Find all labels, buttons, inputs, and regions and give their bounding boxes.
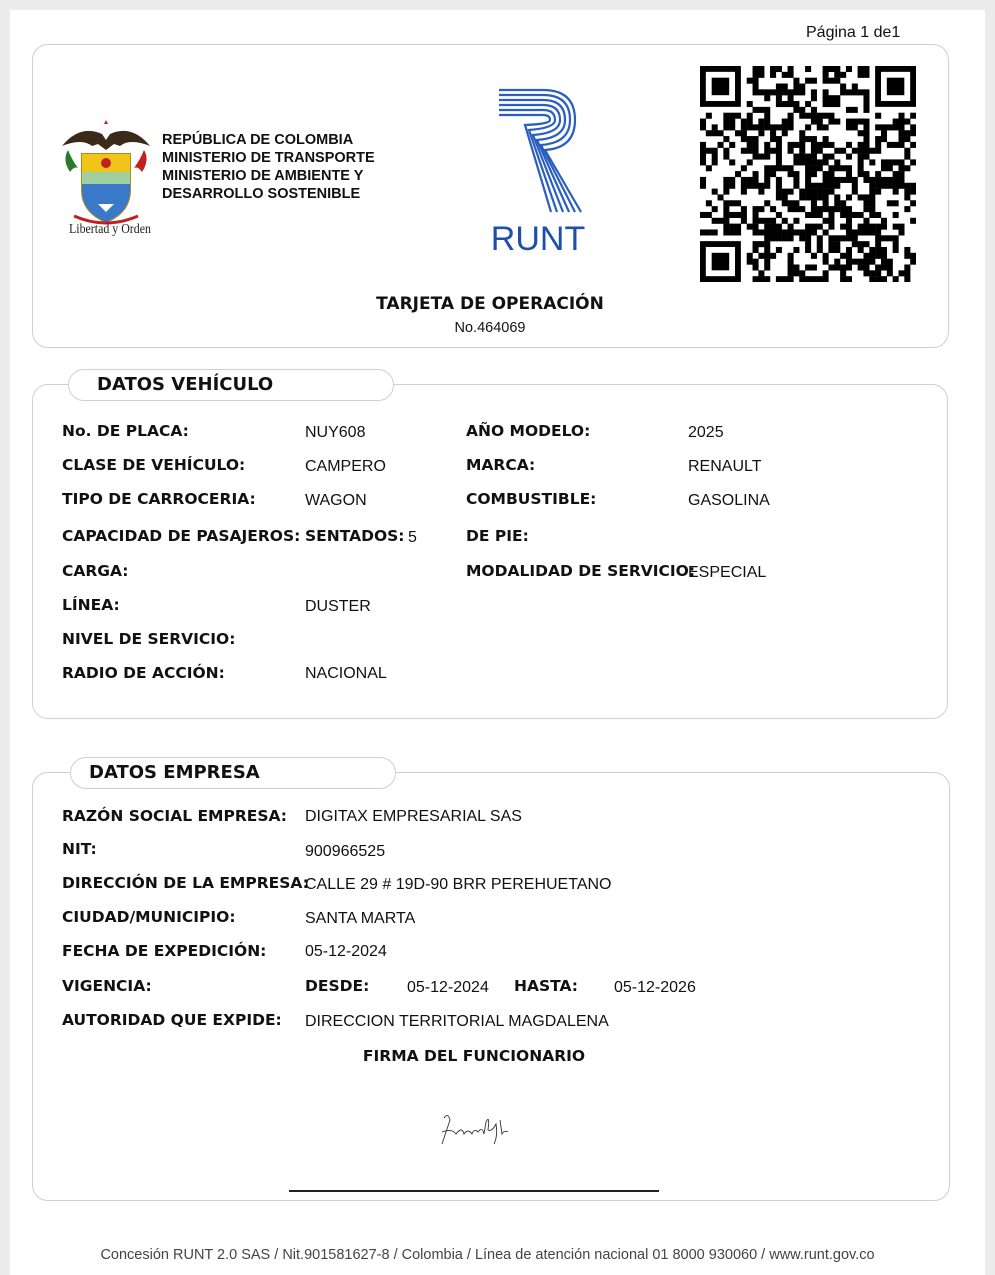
footer-text: Concesión RUNT 2.0 SAS / Nit.901581627-8 / Colombia / Línea de atención nacional 01 8000 930060 / www.runt.gov.co: [100, 1247, 875, 1263]
fecha-label: FECHA DE EXPEDICIÓN:: [62, 942, 267, 960]
linea-value: DUSTER: [305, 598, 371, 615]
hasta-label: HASTA:: [514, 977, 578, 995]
signature-line: [289, 1190, 659, 1192]
placa-label: No. DE PLACA:: [62, 422, 189, 440]
carga-label: CARGA:: [62, 562, 129, 580]
desde-value: 05-12-2024: [407, 979, 489, 996]
sentados-value: 5: [408, 529, 417, 546]
ministries-text: [162, 131, 375, 203]
empresa-section-title: DATOS EMPRESA: [70, 757, 396, 789]
modalidad-value: ESPECIAL: [688, 564, 767, 581]
radio-value: NACIONAL: [305, 665, 387, 682]
direccion-value: CALLE 29 # 19D-90 BRR PEREHUETANO: [305, 876, 612, 893]
ciudad-value: SANTA MARTA: [305, 910, 416, 927]
ciudad-label: CIUDAD/MUNICIPIO:: [62, 908, 236, 926]
nit-label: NIT:: [62, 840, 97, 858]
capacidad-label: CAPACIDAD DE PASAJEROS:: [62, 527, 301, 545]
carroceria-label: TIPO DE CARROCERIA:: [62, 490, 256, 508]
anio-label: AÑO MODELO:: [466, 422, 591, 440]
ministry-line: MINISTERIO DE TRANSPORTE: [162, 150, 375, 166]
anio-value: 2025: [688, 424, 724, 441]
firma-title: FIRMA DEL FUNCIONARIO: [362, 1047, 586, 1065]
runt-r-mark: [499, 90, 581, 212]
sentados-label: SENTADOS:: [305, 527, 405, 545]
ministry-line: MINISTERIO DE AMBIENTE Y: [162, 168, 364, 184]
coat-motto: Libertad y Orden: [69, 222, 151, 237]
desde-label: DESDE:: [305, 977, 370, 995]
radio-label: RADIO DE ACCIÓN:: [62, 664, 225, 682]
runt-logo-text: RUNT: [490, 220, 586, 256]
document-title: TARJETA DE OPERACIÓN: [376, 294, 604, 314]
hasta-value: 05-12-2026: [614, 979, 696, 996]
ministry-line: DESARROLLO SOSTENIBLE: [162, 186, 361, 202]
clase-value: CAMPERO: [305, 458, 386, 475]
razon-value: DIGITAX EMPRESARIAL SAS: [305, 808, 522, 825]
placa-value: NUY608: [305, 424, 366, 441]
autoridad-label: AUTORIDAD QUE EXPIDE:: [62, 1011, 282, 1029]
modalidad-label: MODALIDAD DE SERVICIO:: [466, 562, 696, 580]
fecha-value: 05-12-2024: [305, 943, 387, 960]
autoridad-value: DIRECCION TERRITORIAL MAGDALENA: [305, 1013, 609, 1030]
nit-value: 900966525: [305, 843, 386, 860]
vigencia-label: VIGENCIA:: [62, 977, 152, 995]
marca-value: RENAULT: [688, 458, 762, 475]
marca-label: MARCA:: [466, 456, 536, 474]
document-number: No.464069: [454, 320, 526, 336]
direccion-label: DIRECCIÓN DE LA EMPRESA:: [62, 874, 309, 892]
linea-label: LÍNEA:: [62, 596, 120, 614]
depie-label: DE PIE:: [466, 527, 529, 545]
combustible-label: COMBUSTIBLE:: [466, 490, 597, 508]
vehiculo-section-title: DATOS VEHÍCULO: [68, 369, 394, 401]
combustible-value: GASOLINA: [688, 492, 770, 509]
nivel-label: NIVEL DE SERVICIO:: [62, 630, 236, 648]
razon-label: RAZÓN SOCIAL EMPRESA:: [62, 807, 288, 825]
handwritten-signature-icon: [438, 1110, 518, 1150]
ministry-line: REPÚBLICA DE COLOMBIA: [162, 132, 354, 148]
runt-logo: [483, 86, 593, 256]
carroceria-value: WAGON: [305, 492, 367, 509]
clase-label: CLASE DE VEHÍCULO:: [62, 456, 246, 474]
page-number: Página 1 de1: [806, 24, 901, 41]
qr-code-icon: [700, 66, 916, 282]
